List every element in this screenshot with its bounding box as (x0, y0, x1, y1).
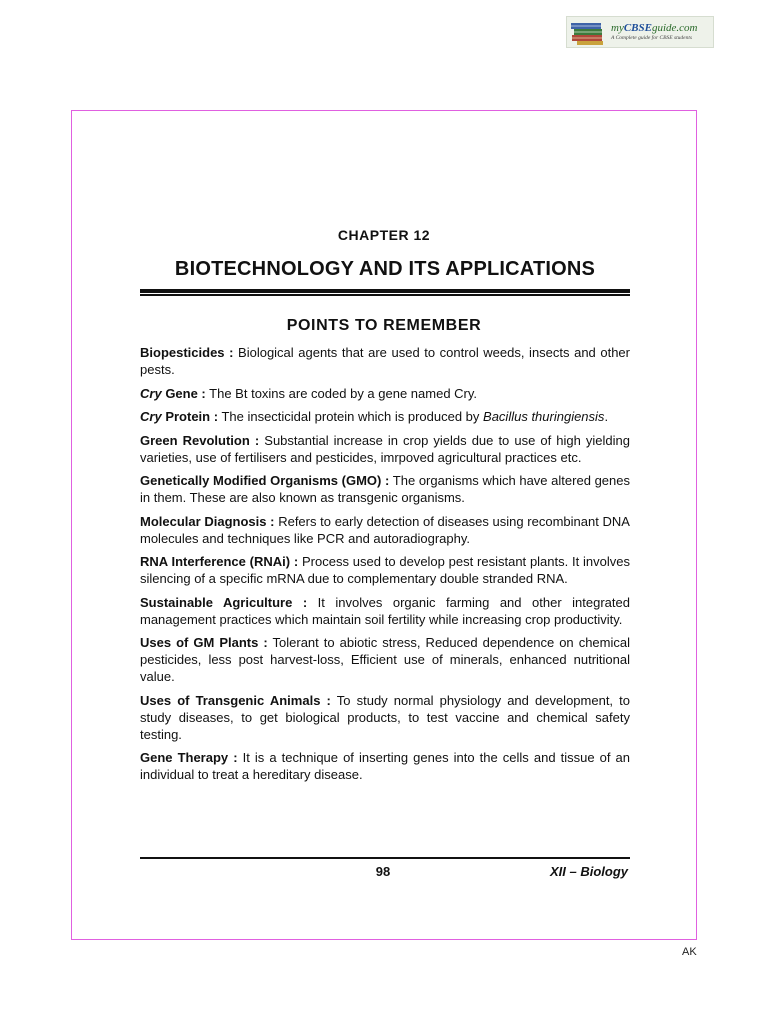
section-heading: POINTS TO REMEMBER (286, 317, 482, 334)
points-list (140, 344, 630, 790)
title-rule-thick (140, 289, 630, 293)
point-item: Biopesticides : Biological agents that are used to control weeds, insects and other pests. (140, 345, 630, 377)
logo-text (611, 23, 697, 42)
point-item: Uses of GM Plants : Tolerant to abiotic stress, Reduced dependence on chemical pesticides, less post harvest-loss, Efficient use of minerals, enhanced nutritional value. (140, 635, 630, 684)
mycbseguide-logo[interactable] (566, 16, 714, 48)
logo-tagline: A Complete guide for CBSE students (611, 34, 693, 41)
title-rule-thin (140, 294, 630, 296)
point-item: Sustainable Agriculture : It involves organic farming and other integrated management practices which maintain soil fertility while increasing crop productivity. (140, 594, 630, 627)
point-item: Molecular Diagnosis : Refers to early detection of diseases using recombinant DNA molecules and techniques like PCR and autoradiography. (140, 513, 630, 546)
chapter-title: BIOTECHNOLOGY AND ITS APPLICATIONS (174, 258, 596, 280)
point-item: Genetically Modified Organisms (GMO) : The organisms which have altered genes in them. These are also known as transgenic organisms. (140, 473, 630, 505)
point-item: Green Revolution : Substantial increase in crop yields due to use of high yielding varieties, use of fertilisers and pesticides, imrpoved agricultural practices etc. (140, 432, 631, 465)
point-item: Uses of Transgenic Animals : To study normal physiology and development, to study diseases, to get biological products, to test vaccine and chemical safety testing. (140, 692, 631, 742)
point-item: RNA Interference (RNAi) : Process used to develop pest resistant plants. It involves silencing of a specific mRNA due to complementary double stranded RNA. (140, 554, 630, 586)
footer-rule (140, 857, 630, 859)
point-item: Cry Gene : The Bt toxins are coded by a gene named Cry. (140, 385, 478, 401)
books-icon (569, 17, 609, 47)
corner-mark: AK (682, 946, 697, 958)
logo-name: myCBSEguide.com (611, 21, 698, 34)
chapter-label: CHAPTER 12 (337, 227, 431, 243)
book-name: XII – Biology (549, 864, 628, 879)
page-number: 98 (375, 864, 391, 879)
point-item: Gene Therapy : It is a technique of inserting genes into the cells and tissue of an individual to treat a hereditary disease. (140, 750, 630, 782)
point-item: Cry Protein : The insecticidal protein which is produced by Bacillus thuringiensis. (140, 409, 609, 424)
